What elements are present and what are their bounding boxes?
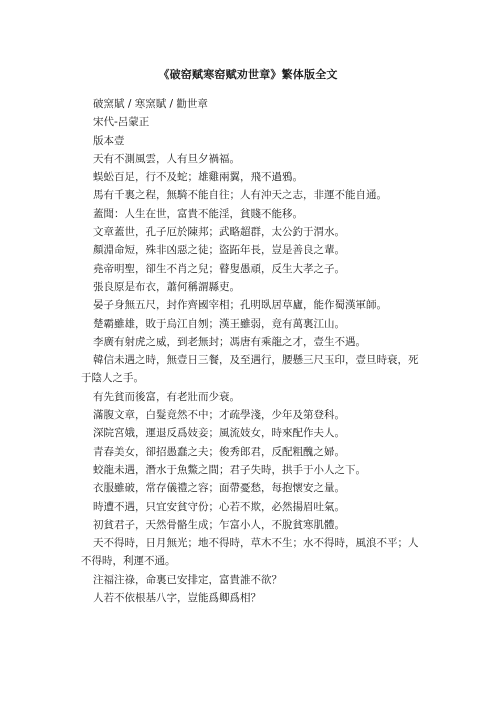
document-title: 《破窑赋寒窑赋劝世章》繁体版全文: [158, 68, 338, 81]
text-line: 李廣有射虎之威，到老無封；馮唐有乘龍之才，壹生不遇。: [93, 335, 366, 348]
header-line: 破窯賦 / 寒窯賦 / 勸世章: [93, 98, 208, 110]
text-line: 注福注祿，命裏已安排定，富貴誰不欲？: [93, 573, 282, 586]
text-line: 楚霸雖雄，敗于烏江自刎；漢王雖弱，竟有萬裏江山。: [93, 317, 345, 330]
text-line: 人若不依根基八字，豈能爲卿爲相？: [93, 592, 261, 605]
text-line: 蓋聞：人生在世，富貴不能淫，貧賤不能移。: [93, 207, 303, 220]
text-line: 晏子身無五尺，封作齊國宰相；孔明臥居草廬，能作蜀漢軍師。: [93, 299, 387, 312]
version-line: 版本壹: [93, 134, 125, 147]
text-line: 馬有千裏之程，無騎不能自往；人有沖天之志，非運不能自通。: [93, 189, 387, 202]
text-line: 蜈蚣百足，行不及蛇；雄雞兩翼，飛不過鴉。: [93, 171, 303, 184]
text-line: 天不得時，日月無光；地不得時，草木不生；水不得時，風浪不平；人不得時，利運不通。: [81, 537, 419, 568]
text-line: 張良原是布衣，蕭何稱謂縣吏。: [93, 280, 240, 293]
text-line: 深院宮娥，運退反爲妓妾；風流妓女，時來配作夫人。: [93, 427, 345, 440]
text-line: 時遭不遇，只宜安貧守份；心若不欺，必然揚眉吐氣。: [93, 500, 345, 513]
author-line: 宋代-呂蒙正: [93, 116, 150, 129]
text-line: 顏淵命短，殊非凶惡之徒；盜跖年長，豈是善良之輩。: [93, 244, 345, 257]
text-line: 蛟龍未遇，潛水于魚鱉之間；君子失時，拱手于小人之下。: [93, 463, 366, 476]
text-line: 有先貧而後富，有老壯而少衰。: [93, 390, 240, 403]
text-line: 文章蓋世，孔子厄於陳邦；武略超群，太公釣于渭水。: [93, 226, 345, 239]
text-line: 青春美女，卻招愚蠢之夫；俊秀郎君，反配粗醜之婦。: [93, 445, 345, 458]
text-line: 天有不測風雲，人有旦夕禍福。: [93, 152, 240, 165]
document-body: [81, 95, 421, 607]
text-line: 韓信未遇之時，無壹日三餐，及至遇行，腰懸三尺玉印，壹旦時衰，死于陰人之手。: [81, 354, 419, 385]
text-line: 堯帝明聖，卻生不肖之兒；瞽叟愚頑，反生大孝之子。: [93, 262, 345, 275]
text-line: 初貧君子，天然骨骼生成；乍富小人，不脫貧寒肌體。: [93, 518, 345, 531]
text-line: 滿腹文章，白髮竟然不中；才疏學淺，少年及第登科。: [93, 409, 345, 422]
text-line: 衣服雖破，常存儀禮之容；面帶憂愁，每抱懷安之量。: [93, 482, 345, 495]
